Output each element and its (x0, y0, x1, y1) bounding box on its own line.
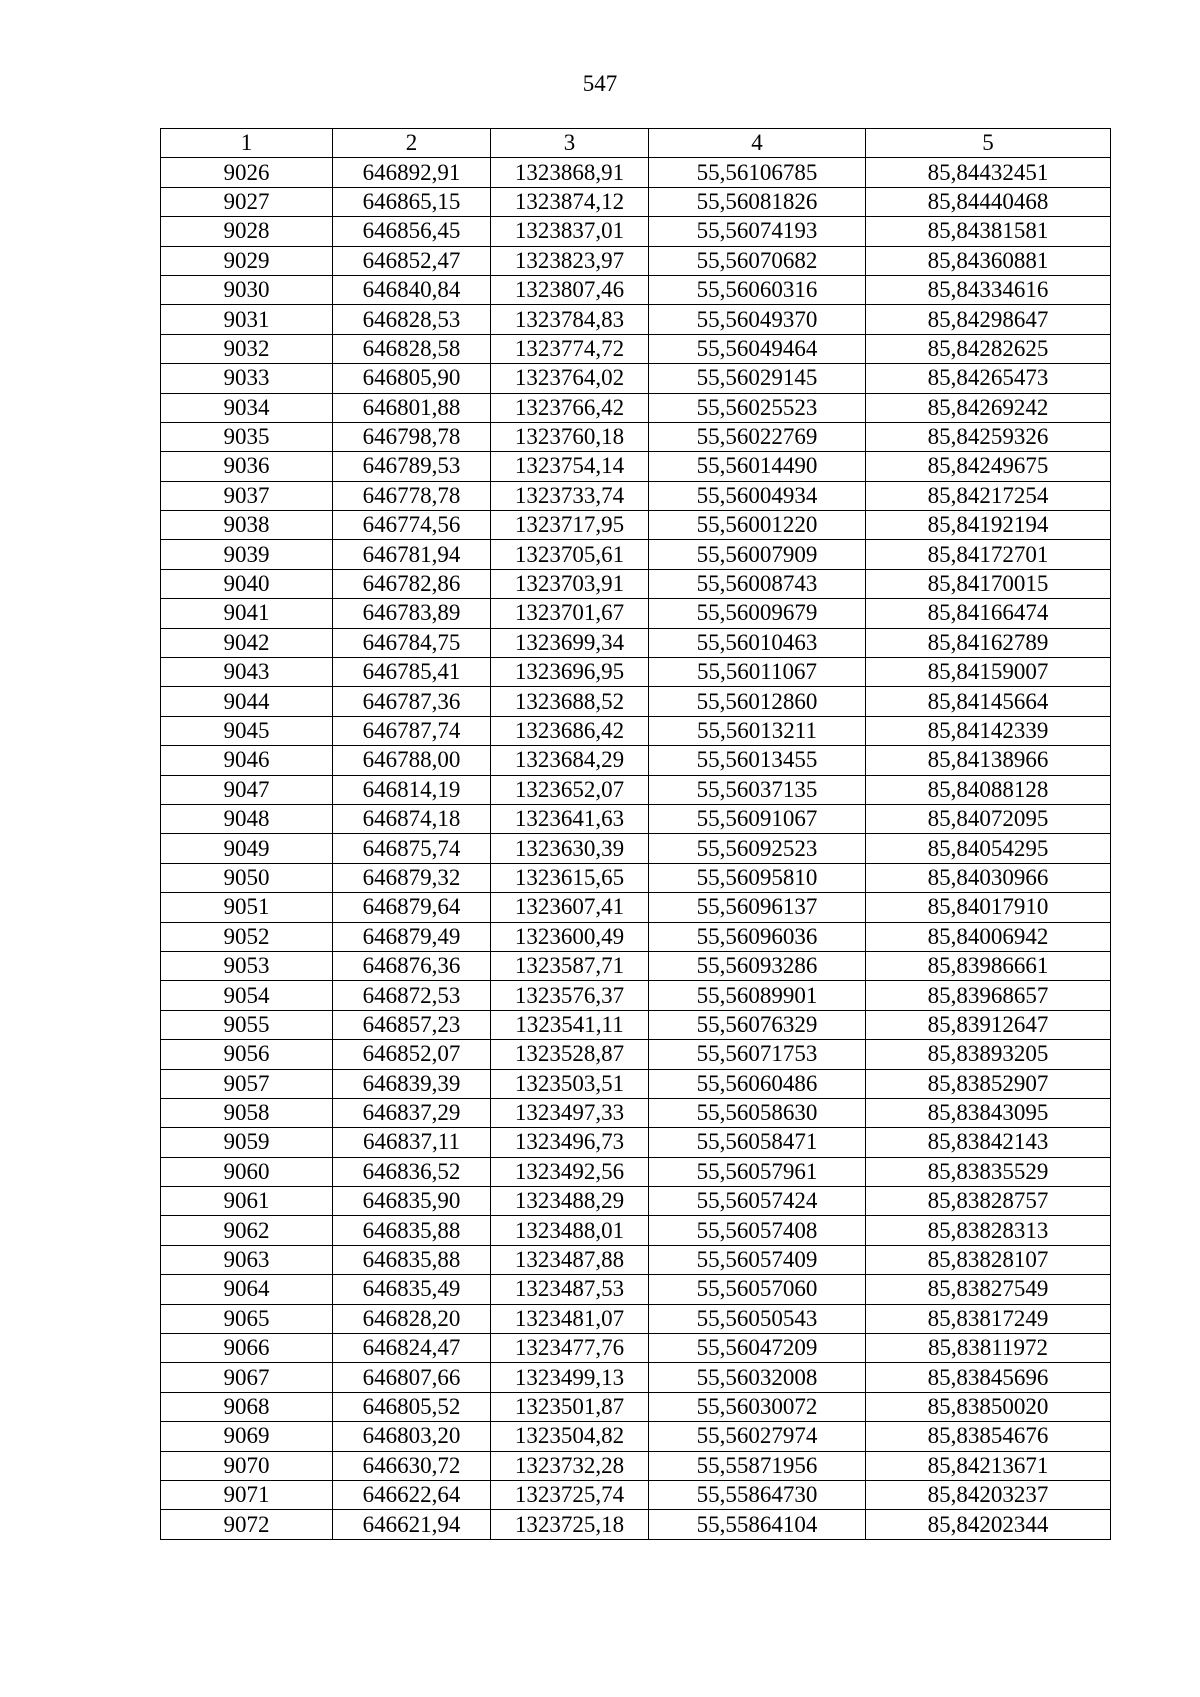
table-row (161, 569, 1111, 598)
table-row (161, 422, 1111, 451)
table-cell: 646828,58 (333, 334, 491, 363)
table-cell: 9045 (161, 716, 333, 745)
table-cell: 55,56089901 (649, 981, 866, 1010)
table-cell: 1323541,11 (491, 1010, 649, 1039)
table-cell: 9028 (161, 217, 333, 246)
table-cell: 85,84162789 (866, 628, 1111, 657)
table-cell: 55,56049464 (649, 334, 866, 363)
table-cell: 55,56058630 (649, 1098, 866, 1127)
page-number: 547 (582, 71, 618, 96)
table-row (161, 275, 1111, 304)
table-cell: 85,83986661 (866, 951, 1111, 980)
table-cell: 9027 (161, 187, 333, 216)
table-cell: 85,84138966 (866, 746, 1111, 775)
table-row (161, 981, 1111, 1010)
table-cell: 1323641,63 (491, 804, 649, 833)
table-cell: 646836,52 (333, 1157, 491, 1186)
table-row (161, 951, 1111, 980)
table-cell: 1323732,28 (491, 1451, 649, 1480)
table-cell: 85,84145664 (866, 687, 1111, 716)
table-cell: 85,83968657 (866, 981, 1111, 1010)
table-cell: 9033 (161, 364, 333, 393)
table-cell: 55,56057961 (649, 1157, 866, 1186)
table-cell: 9042 (161, 628, 333, 657)
table-cell: 1323499,13 (491, 1363, 649, 1392)
table-row (161, 452, 1111, 481)
table-row (161, 511, 1111, 540)
table-row (161, 658, 1111, 687)
table-row (161, 1422, 1111, 1451)
table-cell: 9067 (161, 1363, 333, 1392)
table-cell: 55,56096137 (649, 893, 866, 922)
table-row (161, 1392, 1111, 1421)
table-cell: 85,84334616 (866, 275, 1111, 304)
table-cell: 1323487,53 (491, 1275, 649, 1304)
table-cell: 85,84440468 (866, 187, 1111, 216)
table-cell: 85,84217254 (866, 481, 1111, 510)
table-cell: 85,83850020 (866, 1392, 1111, 1421)
table-cell: 646787,74 (333, 716, 491, 745)
table-cell: 646774,56 (333, 511, 491, 540)
table-cell: 646785,41 (333, 658, 491, 687)
table-cell: 85,84072095 (866, 804, 1111, 833)
table-row (161, 863, 1111, 892)
coordinates-table (160, 128, 1111, 1540)
table-cell: 1323774,72 (491, 334, 649, 363)
table-cell: 55,56049370 (649, 305, 866, 334)
table-cell: 1323492,56 (491, 1157, 649, 1186)
table-cell: 85,84172701 (866, 540, 1111, 569)
table-cell: 85,84249675 (866, 452, 1111, 481)
table-cell: 646879,32 (333, 863, 491, 892)
table-cell: 646788,00 (333, 746, 491, 775)
table-cell: 1323760,18 (491, 422, 649, 451)
table-cell: 646840,84 (333, 275, 491, 304)
table-cell: 9036 (161, 452, 333, 481)
table-cell: 646876,36 (333, 951, 491, 980)
table-cell: 55,56030072 (649, 1392, 866, 1421)
table-cell: 1323733,74 (491, 481, 649, 510)
table-cell: 55,56010463 (649, 628, 866, 657)
table-cell: 85,83843095 (866, 1098, 1111, 1127)
table-cell: 1323868,91 (491, 158, 649, 187)
table-row (161, 599, 1111, 628)
table-cell: 646630,72 (333, 1451, 491, 1480)
table-cell: 646879,49 (333, 922, 491, 951)
table-cell: 85,84192194 (866, 511, 1111, 540)
table-cell: 646782,86 (333, 569, 491, 598)
table-header-row (161, 129, 1111, 158)
table-cell: 55,56027974 (649, 1422, 866, 1451)
table-cell: 85,83912647 (866, 1010, 1111, 1039)
table-cell: 1323766,42 (491, 393, 649, 422)
table-cell: 646852,47 (333, 246, 491, 275)
table-cell: 1323487,88 (491, 1245, 649, 1274)
table-cell: 55,56001220 (649, 511, 866, 540)
table-cell: 1323615,65 (491, 863, 649, 892)
table-cell: 85,84265473 (866, 364, 1111, 393)
table-row (161, 1157, 1111, 1186)
table-cell: 1323501,87 (491, 1392, 649, 1421)
table-cell: 9062 (161, 1216, 333, 1245)
table-cell: 646879,64 (333, 893, 491, 922)
table-row (161, 1363, 1111, 1392)
table-cell: 646892,91 (333, 158, 491, 187)
table-cell: 646837,11 (333, 1128, 491, 1157)
table-cell: 646828,53 (333, 305, 491, 334)
table-cell: 85,84166474 (866, 599, 1111, 628)
table-row (161, 687, 1111, 716)
table-cell: 55,56057408 (649, 1216, 866, 1245)
table-cell: 646787,36 (333, 687, 491, 716)
table-cell: 85,84030966 (866, 863, 1111, 892)
table-cell: 55,56011067 (649, 658, 866, 687)
table-row (161, 364, 1111, 393)
table-cell: 85,83852907 (866, 1069, 1111, 1098)
table-cell: 55,56091067 (649, 804, 866, 833)
table-row (161, 1216, 1111, 1245)
table-cell: 55,56008743 (649, 569, 866, 598)
table-cell: 55,56060486 (649, 1069, 866, 1098)
table-cell: 1323686,42 (491, 716, 649, 745)
table-cell: 1323837,01 (491, 217, 649, 246)
table-cell: 9056 (161, 1040, 333, 1069)
table-row (161, 1010, 1111, 1039)
table-cell: 646801,88 (333, 393, 491, 422)
table-row (161, 393, 1111, 422)
table-cell: 1323754,14 (491, 452, 649, 481)
table-row (161, 540, 1111, 569)
table-cell: 55,56060316 (649, 275, 866, 304)
table-cell: 1323764,02 (491, 364, 649, 393)
table-cell: 85,83827549 (866, 1275, 1111, 1304)
table-cell: 646839,39 (333, 1069, 491, 1098)
table-cell: 9032 (161, 334, 333, 363)
table-cell: 9040 (161, 569, 333, 598)
table-cell: 9030 (161, 275, 333, 304)
table-cell: 646783,89 (333, 599, 491, 628)
table-row (161, 804, 1111, 833)
table-cell: 1323784,83 (491, 305, 649, 334)
table-row (161, 834, 1111, 863)
table-cell: 646803,20 (333, 1422, 491, 1451)
table-cell: 55,56004934 (649, 481, 866, 510)
column-header: 2 (333, 129, 491, 158)
table-cell: 85,84432451 (866, 158, 1111, 187)
table-row (161, 1245, 1111, 1274)
table-cell: 646852,07 (333, 1040, 491, 1069)
table-cell: 1323630,39 (491, 834, 649, 863)
column-header: 4 (649, 129, 866, 158)
table-cell: 9029 (161, 246, 333, 275)
table-cell: 85,84088128 (866, 775, 1111, 804)
table-cell: 55,56047209 (649, 1334, 866, 1363)
table-cell: 55,56057060 (649, 1275, 866, 1304)
table-cell: 55,55864104 (649, 1510, 866, 1539)
table-row (161, 158, 1111, 187)
table-cell: 1323477,76 (491, 1334, 649, 1363)
table-cell: 646805,52 (333, 1392, 491, 1421)
table-cell: 85,83845696 (866, 1363, 1111, 1392)
table-cell: 55,56096036 (649, 922, 866, 951)
table-cell: 9055 (161, 1010, 333, 1039)
table-cell: 646875,74 (333, 834, 491, 863)
table-cell: 85,84006942 (866, 922, 1111, 951)
table-cell: 9058 (161, 1098, 333, 1127)
table-cell: 55,56081826 (649, 187, 866, 216)
table-row (161, 1187, 1111, 1216)
table-cell: 9060 (161, 1157, 333, 1186)
table-row (161, 1334, 1111, 1363)
table-cell: 646814,19 (333, 775, 491, 804)
table-row (161, 1069, 1111, 1098)
table-cell: 85,84017910 (866, 893, 1111, 922)
table-cell: 646805,90 (333, 364, 491, 393)
table-cell: 646835,88 (333, 1245, 491, 1274)
table-cell: 85,84203237 (866, 1480, 1111, 1509)
table-cell: 85,83854676 (866, 1422, 1111, 1451)
table-cell: 9072 (161, 1510, 333, 1539)
table-cell: 85,83811972 (866, 1334, 1111, 1363)
table-cell: 1323496,73 (491, 1128, 649, 1157)
table-cell: 9039 (161, 540, 333, 569)
table-cell: 85,84381581 (866, 217, 1111, 246)
table-cell: 1323576,37 (491, 981, 649, 1010)
table-cell: 646872,53 (333, 981, 491, 1010)
table-cell: 85,83893205 (866, 1040, 1111, 1069)
table-cell: 646857,23 (333, 1010, 491, 1039)
table-row (161, 187, 1111, 216)
table-cell: 1323503,51 (491, 1069, 649, 1098)
table-cell: 646798,78 (333, 422, 491, 451)
table-cell: 9068 (161, 1392, 333, 1421)
table-cell: 646874,18 (333, 804, 491, 833)
table-cell: 1323528,87 (491, 1040, 649, 1069)
table-cell: 9048 (161, 804, 333, 833)
table-cell: 9051 (161, 893, 333, 922)
table-cell: 1323652,07 (491, 775, 649, 804)
table-cell: 85,83842143 (866, 1128, 1111, 1157)
table-cell: 55,56058471 (649, 1128, 866, 1157)
table-cell: 1323504,82 (491, 1422, 649, 1451)
table-cell: 646621,94 (333, 1510, 491, 1539)
table-cell: 55,56029145 (649, 364, 866, 393)
table-cell: 9043 (161, 658, 333, 687)
table-cell: 1323481,07 (491, 1304, 649, 1333)
table-cell: 9071 (161, 1480, 333, 1509)
table-cell: 1323807,46 (491, 275, 649, 304)
table-cell: 85,84259326 (866, 422, 1111, 451)
table-cell: 55,56013211 (649, 716, 866, 745)
table-cell: 1323688,52 (491, 687, 649, 716)
table-cell: 1323725,18 (491, 1510, 649, 1539)
table-cell: 9064 (161, 1275, 333, 1304)
table-cell: 9026 (161, 158, 333, 187)
table-cell: 9065 (161, 1304, 333, 1333)
table-row (161, 746, 1111, 775)
table-cell: 9037 (161, 481, 333, 510)
table-cell: 9034 (161, 393, 333, 422)
table-cell: 85,84360881 (866, 246, 1111, 275)
table-cell: 646824,47 (333, 1334, 491, 1363)
table-cell: 55,56074193 (649, 217, 866, 246)
table-cell: 646789,53 (333, 452, 491, 481)
table-cell: 9031 (161, 305, 333, 334)
table-cell: 55,56070682 (649, 246, 866, 275)
table-cell: 9054 (161, 981, 333, 1010)
table-cell: 646865,15 (333, 187, 491, 216)
table-row (161, 628, 1111, 657)
table-cell: 85,84054295 (866, 834, 1111, 863)
table-cell: 646778,78 (333, 481, 491, 510)
table-cell: 55,56014490 (649, 452, 866, 481)
table-cell: 9063 (161, 1245, 333, 1274)
table-cell: 85,84213671 (866, 1451, 1111, 1480)
table-cell: 646837,29 (333, 1098, 491, 1127)
column-header: 1 (161, 129, 333, 158)
table-cell: 646856,45 (333, 217, 491, 246)
table-cell: 646828,20 (333, 1304, 491, 1333)
table-cell: 1323823,97 (491, 246, 649, 275)
table-cell: 55,56037135 (649, 775, 866, 804)
table-cell: 1323684,29 (491, 746, 649, 775)
table-cell: 85,83835529 (866, 1157, 1111, 1186)
table-row (161, 716, 1111, 745)
table-cell: 1323488,01 (491, 1216, 649, 1245)
table-cell: 1323874,12 (491, 187, 649, 216)
table-cell: 55,56092523 (649, 834, 866, 863)
table-row (161, 1451, 1111, 1480)
table-cell: 85,83828313 (866, 1216, 1111, 1245)
table-cell: 646835,49 (333, 1275, 491, 1304)
table-cell: 1323725,74 (491, 1480, 649, 1509)
table-row (161, 1128, 1111, 1157)
table-cell: 55,56012860 (649, 687, 866, 716)
table-cell: 55,56057424 (649, 1187, 866, 1216)
table-cell: 9041 (161, 599, 333, 628)
table-cell: 85,84298647 (866, 305, 1111, 334)
table-cell: 9070 (161, 1451, 333, 1480)
table-cell: 55,55871956 (649, 1451, 866, 1480)
table-cell: 1323717,95 (491, 511, 649, 540)
table-cell: 9053 (161, 951, 333, 980)
table-cell: 55,56050543 (649, 1304, 866, 1333)
table-cell: 1323705,61 (491, 540, 649, 569)
table-cell: 9066 (161, 1334, 333, 1363)
table-row (161, 481, 1111, 510)
table-row (161, 1480, 1111, 1509)
table-cell: 9059 (161, 1128, 333, 1157)
table-cell: 1323703,91 (491, 569, 649, 598)
table-cell: 55,56095810 (649, 863, 866, 892)
table-cell: 1323488,29 (491, 1187, 649, 1216)
table-cell: 55,56013455 (649, 746, 866, 775)
table-cell: 1323701,67 (491, 599, 649, 628)
table-row (161, 1098, 1111, 1127)
table-cell: 646835,88 (333, 1216, 491, 1245)
column-header: 5 (866, 129, 1111, 158)
table-cell: 1323699,34 (491, 628, 649, 657)
table-cell: 9061 (161, 1187, 333, 1216)
table-row (161, 1510, 1111, 1539)
table-row (161, 893, 1111, 922)
table-row (161, 305, 1111, 334)
table-cell: 55,56076329 (649, 1010, 866, 1039)
table-cell: 9044 (161, 687, 333, 716)
table-cell: 55,56106785 (649, 158, 866, 187)
table-cell: 646781,94 (333, 540, 491, 569)
table-cell: 85,84159007 (866, 658, 1111, 687)
table-cell: 85,83817249 (866, 1304, 1111, 1333)
column-header: 3 (491, 129, 649, 158)
table-cell: 55,56071753 (649, 1040, 866, 1069)
table-cell: 646784,75 (333, 628, 491, 657)
table-cell: 9035 (161, 422, 333, 451)
table-cell: 1323587,71 (491, 951, 649, 980)
table-cell: 85,83828107 (866, 1245, 1111, 1274)
table-cell: 9057 (161, 1069, 333, 1098)
table-row (161, 1304, 1111, 1333)
table-cell: 85,84282625 (866, 334, 1111, 363)
table-row (161, 1275, 1111, 1304)
table-cell: 1323607,41 (491, 893, 649, 922)
table-cell: 85,84269242 (866, 393, 1111, 422)
table-cell: 646807,66 (333, 1363, 491, 1392)
table-body (161, 158, 1111, 1539)
table-row (161, 775, 1111, 804)
table-cell: 85,83828757 (866, 1187, 1111, 1216)
table-cell: 55,56009679 (649, 599, 866, 628)
table-cell: 85,84142339 (866, 716, 1111, 745)
table-cell: 1323600,49 (491, 922, 649, 951)
table-cell: 55,56022769 (649, 422, 866, 451)
table-cell: 55,56057409 (649, 1245, 866, 1274)
table-cell: 85,84202344 (866, 1510, 1111, 1539)
table-cell: 9052 (161, 922, 333, 951)
table-cell: 55,55864730 (649, 1480, 866, 1509)
table-cell: 55,56093286 (649, 951, 866, 980)
table-cell: 646622,64 (333, 1480, 491, 1509)
table-cell: 55,56032008 (649, 1363, 866, 1392)
table-cell: 9047 (161, 775, 333, 804)
table-cell: 55,56007909 (649, 540, 866, 569)
table-row (161, 246, 1111, 275)
table-cell: 1323497,33 (491, 1098, 649, 1127)
table-cell: 9046 (161, 746, 333, 775)
table-row (161, 922, 1111, 951)
table-cell: 85,84170015 (866, 569, 1111, 598)
table-cell: 9069 (161, 1422, 333, 1451)
table-row (161, 334, 1111, 363)
table-cell: 646835,90 (333, 1187, 491, 1216)
table-cell: 9038 (161, 511, 333, 540)
table-cell: 9049 (161, 834, 333, 863)
table-row (161, 1040, 1111, 1069)
table-row (161, 217, 1111, 246)
table-cell: 55,56025523 (649, 393, 866, 422)
table-cell: 1323696,95 (491, 658, 649, 687)
table-cell: 9050 (161, 863, 333, 892)
